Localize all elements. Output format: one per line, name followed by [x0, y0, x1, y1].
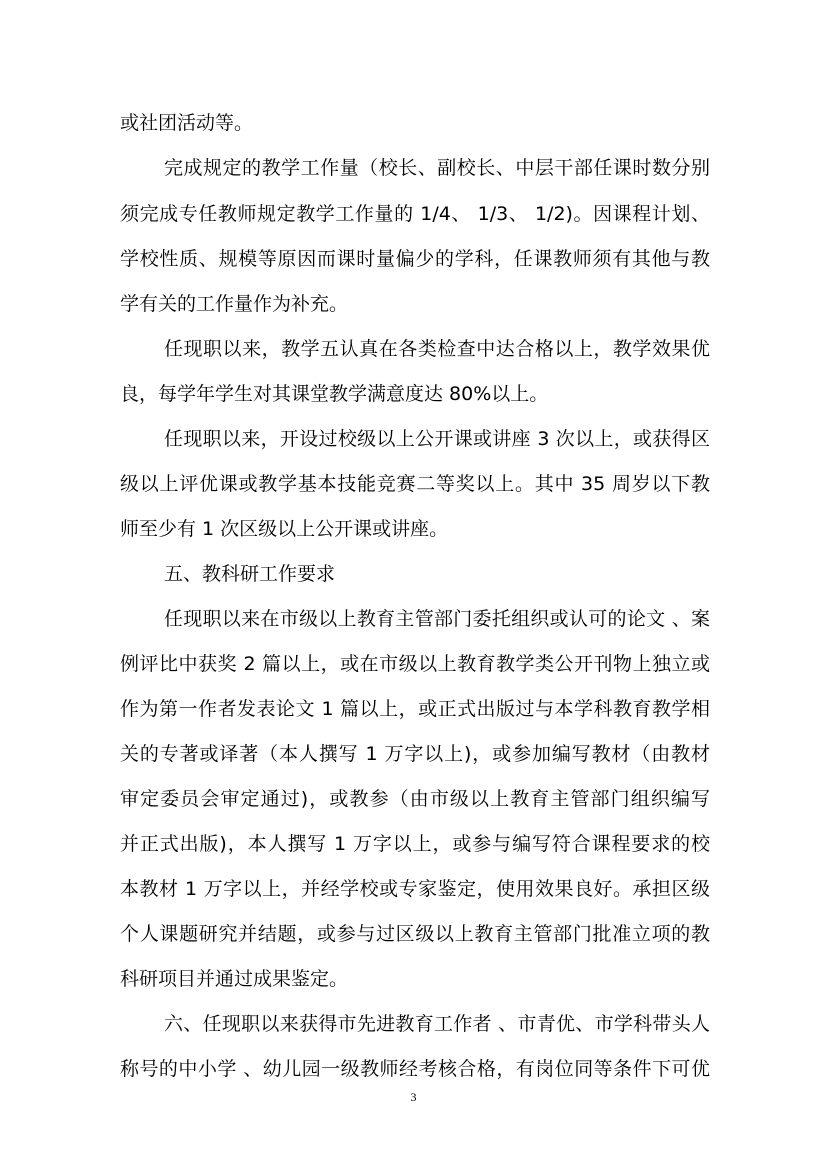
section-six-line-2: 称号的中小学 、幼儿园一级教师经考核合格，有岗位同等条件下可优: [120, 1058, 710, 1080]
paragraph-open-class-line-1: 任现职以来，开设过校级以上公开课或讲座 3 次以上，或获得区: [164, 428, 710, 450]
paragraph-teaching-quality-line-1: 任现职以来，教学五认真在各类检查中达合格以上，教学效果优: [164, 338, 710, 360]
paragraph-open-class-line-2: 级以上评优课或教学基本技能竞赛二等奖以上。其中 35 周岁以下教: [120, 473, 710, 495]
paragraph-research-line-1: 任现职以来在市级以上教育主管部门委托组织或认可的论文 、案: [164, 608, 710, 630]
paragraph-workload-line-1: 完成规定的教学工作量（校长、副校长、中层干部任课时数分别: [164, 157, 710, 179]
page-number: 3: [410, 1090, 417, 1104]
paragraph-research-line-2: 例评比中获奖 2 篇以上，或在市级以上教育教学类公开刊物上独立或: [120, 653, 710, 675]
paragraph-teaching-quality-line-2: 良，每学年学生对其课堂教学满意度达 80%以上。: [120, 383, 549, 405]
paragraph-open-class-line-3: 师至少有 1 次区级以上公开课或讲座。: [120, 518, 449, 540]
paragraph-workload-line-2: 须完成专任教师规定教学工作量的 1/4、 1/3、 1/2)。因课程计划、: [120, 203, 710, 225]
paragraph-research-line-5: 审定委员会审定通过)，或教参（由市级以上教育主管部门组织编写: [120, 788, 710, 810]
paragraph-workload-line-4: 学有关的工作量作为补充。: [120, 293, 349, 315]
paragraph-workload-line-3: 学校性质、规模等原因而课时量偏少的学科，任课教师须有其他与教: [120, 248, 710, 270]
paragraph-research-line-3: 作为第一作者发表论文 1 篇以上，或正式出版过与本学科教育教学相: [120, 698, 710, 720]
text-line-1: 或社团活动等。: [120, 112, 254, 134]
section-heading-research: 五、教科研工作要求: [164, 563, 336, 585]
paragraph-research-line-9: 科研项目并通过成果鉴定。: [120, 968, 349, 990]
paragraph-research-line-7: 本教材 1 万字以上，并经学校或专家鉴定，使用效果良好。承担区级: [120, 878, 710, 900]
paragraph-research-line-8: 个人课题研究并结题，或参与过区级以上教育主管部门批准立项的教: [120, 923, 710, 945]
section-six-line-1: 六、任现职以来获得市先进教育工作者 、市青优、市学科带头人: [164, 1013, 710, 1035]
paragraph-research-line-4: 关的专著或译著（本人撰写 1 万字以上)，或参加编写教材（由教材: [120, 743, 710, 765]
paragraph-research-line-6: 并正式出版)，本人撰写 1 万字以上，或参与编写符合课程要求的校: [120, 833, 710, 855]
